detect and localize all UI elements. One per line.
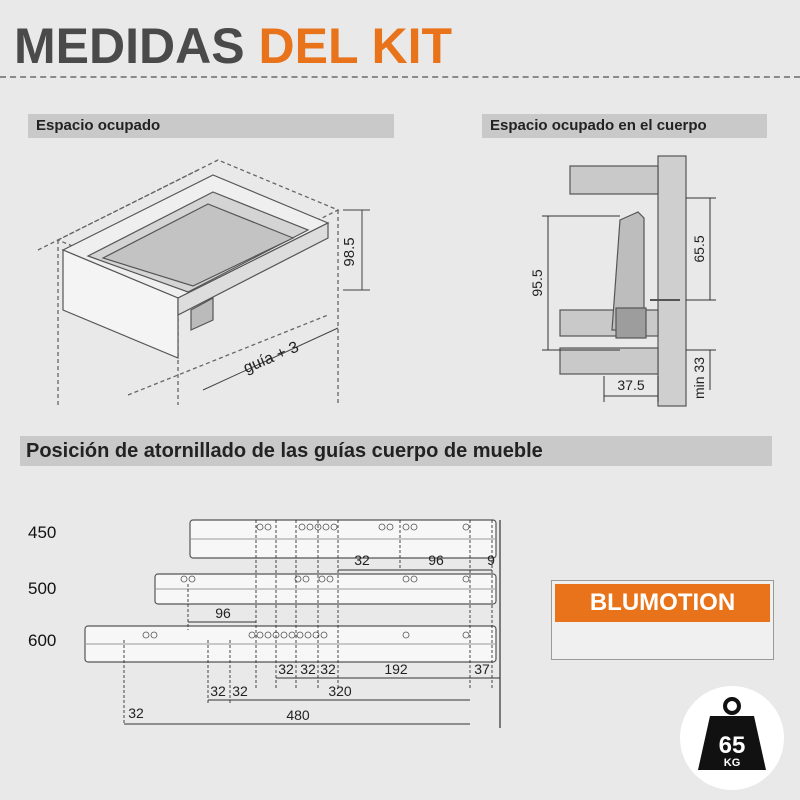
title-divider [0, 76, 800, 78]
row-label-600: 600 [28, 631, 57, 650]
dim-600-i: 32 [128, 705, 144, 721]
dim-600-e: 37 [474, 661, 490, 677]
row-label-450: 450 [28, 523, 57, 542]
dim-450-a: 32 [354, 552, 370, 568]
dim-600-g: 32 [232, 683, 248, 699]
dim-600-a: 32 [278, 661, 294, 677]
section-header-screw-positions: Posición de atornillado de las guías cuerpo de mueble [20, 436, 772, 466]
title-part-2: DEL KIT [258, 18, 453, 74]
dim-500-a: 96 [215, 605, 231, 621]
title-part-1: MEDIDAS [14, 18, 245, 74]
dim-total-label: 95.5 [529, 269, 545, 297]
dim-guide-label: guía + 3 [241, 338, 302, 378]
dim-600-c: 32 [320, 661, 336, 677]
rails-drawing [80, 510, 510, 730]
blumotion-badge [551, 580, 774, 660]
page-title [14, 18, 452, 74]
body-profile-drawing [520, 140, 780, 408]
weight-value: 65 [718, 732, 746, 759]
dim-upper-label: 65.5 [691, 235, 707, 263]
weight-unit: KG [723, 757, 741, 769]
dim-height-label: 98.5 [341, 237, 358, 267]
drawer-isometric-drawing [28, 140, 398, 408]
dim-600-f: 32 [210, 683, 226, 699]
section-header-body-space: Espacio ocupado en el cuerpo [482, 114, 767, 138]
row-label-500: 500 [28, 579, 57, 598]
dim-450-b: 96 [428, 552, 444, 568]
dim-600-b: 32 [300, 661, 316, 677]
dim-600-d: 192 [384, 661, 408, 677]
dim-600-j: 480 [286, 707, 310, 723]
dim-min-label: min 33 [691, 356, 707, 400]
weight-icon [680, 686, 784, 790]
dim-600-h: 320 [328, 683, 352, 699]
dim-depth-label: 37.5 [617, 377, 645, 393]
blumotion-label: BLUMOTION [555, 584, 770, 622]
section-header-space: Espacio ocupado [28, 114, 394, 138]
dim-450-c: 9 [487, 552, 495, 568]
weight-badge [680, 686, 784, 790]
